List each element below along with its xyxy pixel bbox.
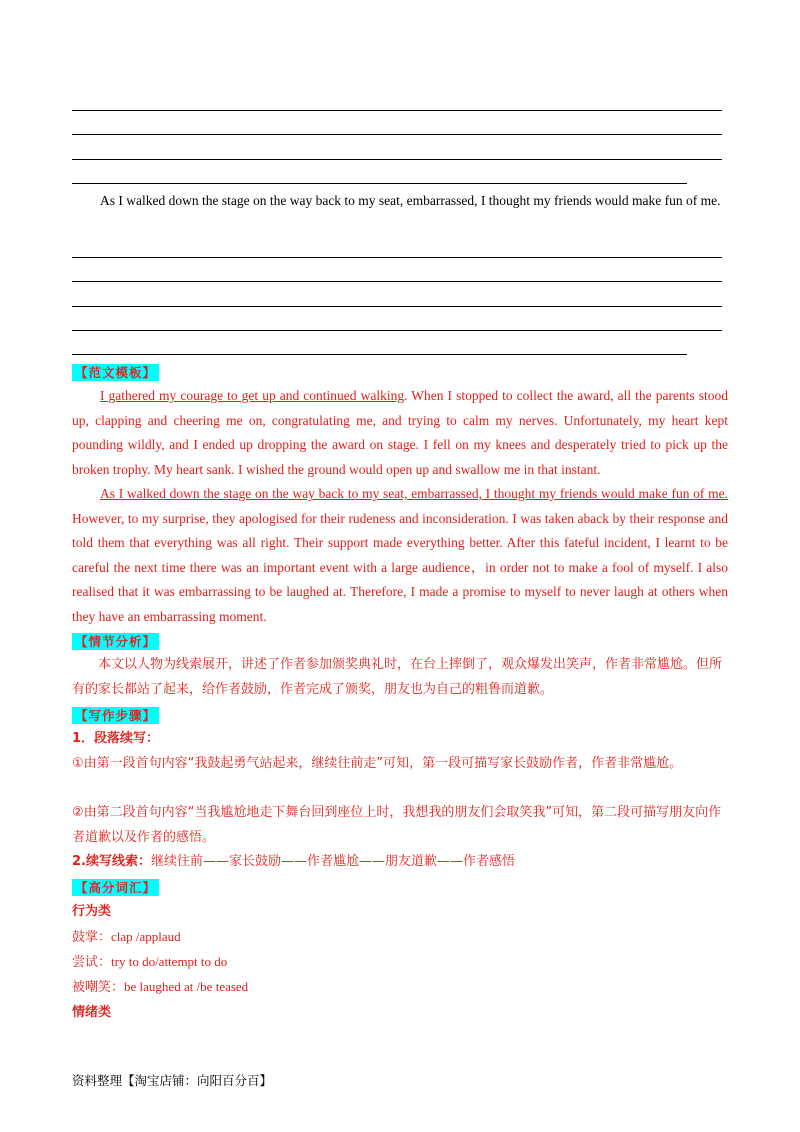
vocab-item-en: be laughed at /be teased	[124, 979, 249, 994]
vocab-item-en: try to do/attempt to do	[111, 954, 228, 969]
model-p1-first-sentence: I gathered my courage to get up and continued walking	[100, 388, 405, 403]
model-p1-body: . When I stopped to collect the award, all the parents stood up, clapping and cheering me on, congratulating me, and trying to calm my nerves. Unfortunately, my heart kept pounding wildly, and I ended up dropping the award on stage. I fell on my knees and desperately tried to pick up the broken trophy. My heart sank. I wished the ground would open up and swallow me in that instant.	[72, 388, 728, 477]
vocab-item-en: clap /applaud	[111, 929, 181, 944]
model-p2-body: However, to my surprise, they apologised for their rudeness and inconsideration. I was taken aback by their response and told them that everything was all right. Their support made everything better. After this fateful incident, I learnt to be careful the next time there was an important event with a large audience，in order not to make a fool of myself. I also realised that it was embarrassing to be laughed at. Therefore, I made a promise to myself to never laugh at others when they have an embarrassing moment.	[72, 510, 728, 624]
vocab-item-cn: 尝试：	[72, 955, 112, 970]
writing-line	[72, 257, 722, 258]
vocab-item-cn: 鼓掌：	[72, 930, 112, 945]
vocab-item	[72, 925, 728, 951]
writing-line	[72, 110, 722, 111]
page-footer: 资料整理【淘宝店铺：向阳百分百】	[72, 1073, 273, 1088]
writing-line	[72, 354, 687, 355]
writing-line	[72, 183, 687, 184]
section-model-title: 【范文模板】	[72, 364, 159, 381]
section-plot-title: 【情节分析】	[72, 633, 159, 650]
prompt-paragraph-2: As I walked down the stage on the way back to my seat, embarrassed, I thought my friends would make fun of me.	[100, 193, 721, 208]
section-steps-title: 【写作步骤】	[72, 707, 159, 724]
step-2-label: 2.续写线索：	[72, 854, 151, 869]
vocab-item	[72, 975, 728, 1001]
plot-analysis-text: 本文以人物为线索展开，讲述了作者参加颁奖典礼时，在台上摔倒了，观众爆发出笑声，作者非常尴尬。但所有的家长都站了起来，给作者鼓励，作者完成了颁奖，朋友也为自己的粗鲁而道歉。	[72, 657, 723, 697]
step-1-label: 1．段落续写：	[72, 731, 160, 746]
step-1-point-b: ②由第二段首句内容“当我尴尬地走下舞台回到座位上时，我想我的朋友们会取笑我”可知，第二段可描写朋友向作者道歉以及作者的感悟。	[72, 805, 722, 845]
vocab-item	[72, 950, 728, 976]
step-2-line	[72, 850, 728, 875]
writing-line	[72, 306, 722, 307]
model-p2-first-sentence: As I walked down the stage on the way back to my seat, embarrassed, I thought my friends would make fun of me.	[100, 486, 728, 501]
model-paragraph-1	[72, 384, 728, 482]
step-2-text: 继续往前——家长鼓励——作者尴尬——朋友道歉——作者感悟	[150, 854, 515, 869]
step-1-point-a: ①由第一段首句内容“我鼓起勇气站起来，继续往前走”可知，第一段可描写家长鼓励作者，作者非常尴尬。	[72, 756, 683, 771]
writing-line	[72, 159, 722, 160]
writing-line	[72, 281, 722, 282]
section-vocab-title: 【高分词汇】	[72, 879, 159, 896]
writing-line	[72, 330, 722, 331]
vocab-item-cn: 被嘲笑：	[72, 980, 125, 995]
vocab-category-actions: 行为类	[72, 904, 112, 919]
vocab-category-emotions: 情绪类	[72, 1005, 112, 1020]
writing-line	[72, 134, 722, 135]
model-paragraph-2	[72, 482, 728, 629]
